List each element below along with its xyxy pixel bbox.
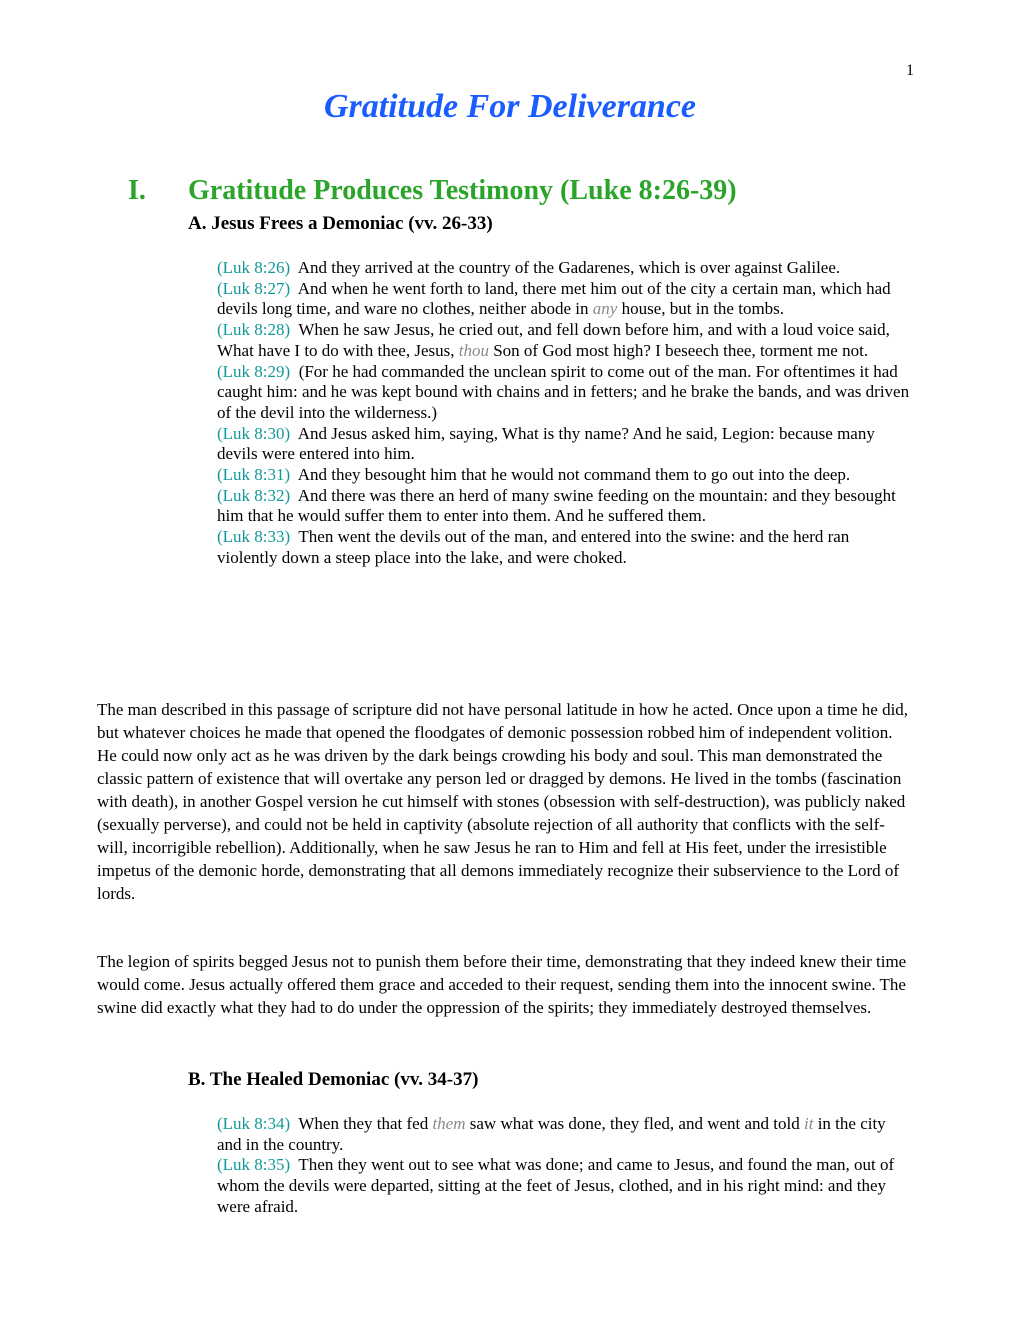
verse	[217, 527, 913, 568]
subheading-a: A. Jesus Frees a Demoniac (vv. 26-33)	[188, 213, 493, 234]
verse-reference: (Luk 8:28)	[217, 320, 291, 340]
commentary-paragraph: The legion of spirits begged Jesus not to punish them before their time, demonstrating that they indeed knew their time would come. Jesus actually offered them grace and acceded to their request, sending them into the innocent swine. The swine did exactly what they had to do under the oppression of the spirits; they immediately destroyed themselves.	[97, 952, 907, 1017]
verse-reference: (Luk 8:29)	[217, 361, 291, 381]
verse-reference: (Luk 8:33)	[217, 527, 291, 547]
verse-text: And they arrived at the country of the Gadarenes, which is over against Galilee.	[297, 258, 841, 277]
verse-text: (For he had commanded the unclean spirit to come out of the man. For oftentimes it had caught him: and he was kept bound with chains and in fetters; and he brake the bands, and was driven of the devil into the wilderness.)	[217, 361, 910, 422]
verse	[217, 258, 913, 279]
verse	[217, 1114, 913, 1155]
section-numeral: I.	[128, 175, 146, 206]
verse-reference: (Luk 8:26)	[217, 258, 291, 277]
verse-reference: (Luk 8:35)	[217, 1155, 291, 1175]
verse-text: saw what was done, they fled, and went and told	[469, 1114, 800, 1133]
verse	[217, 320, 913, 361]
verse-block-a	[217, 258, 913, 569]
verse-text: When he saw Jesus, he cried out, and fell down before him, and with a loud voice said, What have I to do with thee, Jesus,	[217, 320, 890, 360]
verse	[217, 362, 913, 424]
verse-reference: (Luk 8:27)	[217, 278, 291, 298]
verse	[217, 1155, 913, 1217]
verse-text: And Jesus asked him, saying, What is thy name? And he said, Legion: because many devils were entered into him.	[217, 423, 875, 464]
verse	[217, 279, 913, 320]
verse-reference: (Luk 8:32)	[217, 485, 291, 505]
verse	[217, 465, 913, 486]
subheading-b: B. The Healed Demoniac (vv. 34-37)	[188, 1069, 479, 1090]
verse-reference: (Luk 8:30)	[217, 423, 291, 443]
verse-text: Son of God most high? I beseech thee, torment me not.	[493, 340, 869, 360]
verse-text: house, but in the tombs.	[621, 299, 785, 319]
verse-text: Then went the devils out of the man, and entered into the swine: and the herd ran violently down a steep place into the lake, and were choked.	[217, 527, 850, 567]
verse-text: When they that fed	[298, 1114, 429, 1133]
verse-text: And there was there an herd of many swine feeding on the mountain: and they besought him that he would suffer them to enter into them. And he suffered them.	[217, 485, 896, 526]
commentary-paragraph: The man described in this passage of scripture did not have personal latitude in how he acted. Once upon a time he did, but whatever choices he made that opened the floodgates of demonic possession robbed him of independent volition. He could now only act as he was driven by the dark beings crowding his body and soul. This man demonstrated the classic pattern of existence that will overtake any person led or dragged by demons. He lived in the tombs (fascination with death), in another Gospel version he cut himself with stones (obsession with self-destruction), was publicly naked (sexually perverse), and could not be held in captivity (absolute rejection of all authority that conflicts with the self-will, incorrigible rebellion). Additionally, when he saw Jesus he ran to Him and fell at His feet, under the irresistible impetus of the demonic horde, demonstrating that all demons immediately recognize their subservience to the Lord of lords.	[97, 700, 909, 903]
verse	[217, 424, 913, 465]
verse	[217, 486, 913, 527]
verse-text: And they besought him that he would not command them to go out into the deep.	[297, 465, 851, 485]
verse-italic-word: any	[592, 299, 618, 319]
verse-reference: (Luk 8:31)	[217, 465, 291, 485]
document-title: Gratitude For Deliverance	[323, 88, 697, 125]
verse-text: in the city and in the country.	[217, 1114, 886, 1154]
section-heading-text: Gratitude Produces Testimony (Luke 8:26-39)	[188, 175, 737, 206]
verse-italic-word: them	[432, 1114, 466, 1133]
verse-italic-word: thou	[458, 340, 489, 360]
verse-text: Then they went out to see what was done; and came to Jesus, and found the man, out of whom the devils were departed, sitting at the feet of Jesus, clothed, and in his right mind: and they were afraid.	[217, 1155, 895, 1216]
section-heading	[128, 172, 737, 210]
verse-text: And when he went forth to land, there met him out of the city a certain man, which had devils long time, and ware no clothes, neither abode in	[217, 278, 891, 319]
page-number: 1	[906, 62, 914, 79]
verse-italic-word: it	[804, 1114, 814, 1133]
verse-block-b	[217, 1114, 913, 1218]
verse-reference: (Luk 8:34)	[217, 1114, 291, 1133]
